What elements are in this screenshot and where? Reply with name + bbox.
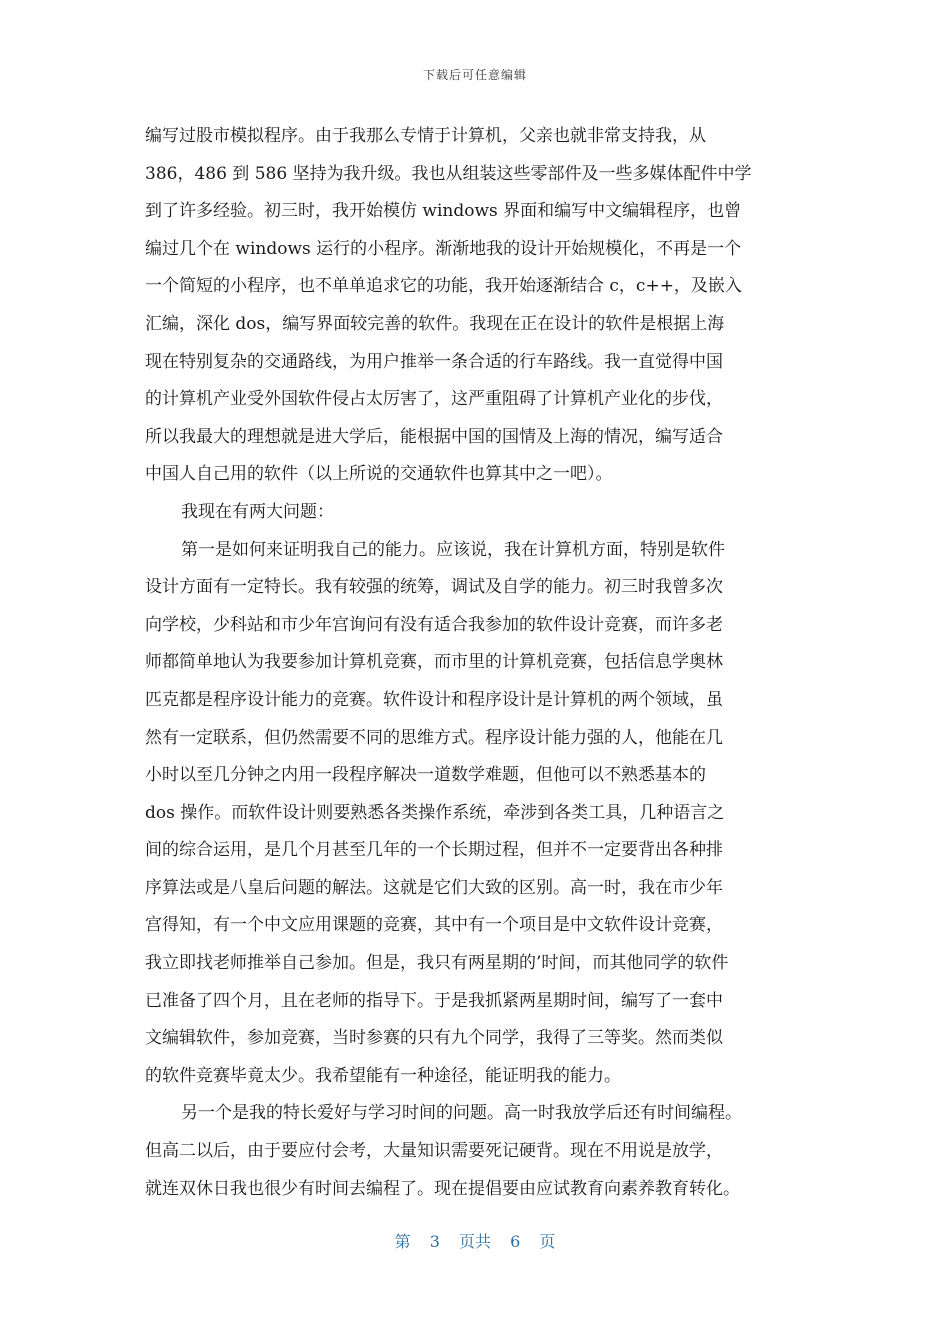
text-line: 的软件竞赛毕竟太少。我希望能有一种途径，能证明我的能力。	[145, 1065, 621, 1086]
text-line: 就连双休日我也很少有时间去编程了。现在提倡要由应试教育向素养教育转化。	[145, 1178, 740, 1199]
text-line: 中国人自己用的软件（以上所说的交通软件也算其中之一吧）。	[145, 464, 613, 485]
text-line: 宫得知，有一个中文应用课题的竞赛，其中有一个项目是中文软件设计竞赛，	[145, 915, 723, 936]
text-line: 我立即找老师推举自己参加。但是，我只有两星期的’时间，而其他同学的软件	[145, 953, 729, 974]
text-line: 我现在有两大问题：	[181, 501, 334, 522]
text-line: 师都简单地认为我要参加计算机竞赛，而市里的计算机竞赛，包括信息学奥林	[145, 652, 723, 673]
text-line: 向学校，少科站和市少年宫询问有没有适合我参加的软件设计竞赛，而许多老	[145, 614, 723, 635]
text-line: 小时以至几分钟之内用一段程序解决一道数学难题，但他可以不熟悉基本的	[145, 765, 706, 786]
text-line: 匹克都是程序设计能力的竞赛。软件设计和程序设计是计算机的两个领域，虽	[145, 689, 723, 710]
document-body	[145, 118, 805, 1208]
text-line: 第一是如何来证明我自己的能力。应该说，我在计算机方面，特别是软件	[181, 539, 725, 560]
text-line: 一个简短的小程序，也不单单追求它的功能，我开始逐渐结合 c，c++，及嵌入	[145, 276, 742, 297]
page-number: 第 3 页共 6 页	[394, 1232, 556, 1251]
text-line: 序算法或是八皇后问题的解法。这就是它们大致的区别。高一时，我在市少年	[145, 877, 723, 898]
text-line: 的计算机产业受外国软件侵占太厉害了，这严重阻碍了计算机产业化的步伐，	[145, 389, 723, 410]
text-line: 但高二以后，由于要应付会考，大量知识需要死记硬背。现在不用说是放学，	[145, 1141, 723, 1162]
text-line: 另一个是我的特长爱好与学习时间的问题。高一时我放学后还有时间编程。	[181, 1103, 742, 1124]
text-line: 现在特别复杂的交通路线，为用户推举一条合适的行车路线。我一直觉得中国	[145, 351, 723, 372]
text-line: 编过几个在 windows 运行的小程序。渐渐地我的设计开始规模化，不再是一个	[145, 238, 742, 259]
text-line: 所以我最大的理想就是进大学后，能根据中国的国情及上海的情况，编写适合	[145, 426, 723, 447]
text-line: 386，486 到 586 坚持为我升级。我也从组装这些零部件及一些多媒体配件中学	[145, 163, 752, 184]
text-line: 间的综合运用，是几个月甚至几年的一个长期过程，但并不一定要背出各种排	[145, 840, 723, 861]
text-line: 编写过股市模拟程序。由于我那么专情于计算机，父亲也就非常支持我，从	[145, 126, 706, 146]
text-line: 设计方面有一定特长。我有较强的统筹，调试及自学的能力。初三时我曾多次	[145, 577, 723, 598]
text-line: 已准备了四个月，且在老师的指导下。于是我抓紧两星期时间，编写了一套中	[145, 990, 723, 1011]
text-line: 到了许多经验。初三时，我开始模仿 windows 界面和编写中文编辑程序，也曾	[145, 201, 742, 222]
text-line: 文编辑软件，参加竞赛，当时参赛的只有九个同学，我得了三等奖。然而类似	[145, 1028, 723, 1049]
text-line: 汇编，深化 dos，编写界面较完善的软件。我现在正在设计的软件是根据上海	[145, 313, 725, 334]
text-line: dos 操作。而软件设计则要熟悉各类操作系统，牵涉到各类工具，几种语言之	[145, 802, 725, 823]
text-line: 然有一定联系，但仍然需要不同的思维方式。程序设计能力强的人，他能在几	[145, 727, 723, 748]
page-header: 下载后可任意编辑	[422, 68, 527, 82]
